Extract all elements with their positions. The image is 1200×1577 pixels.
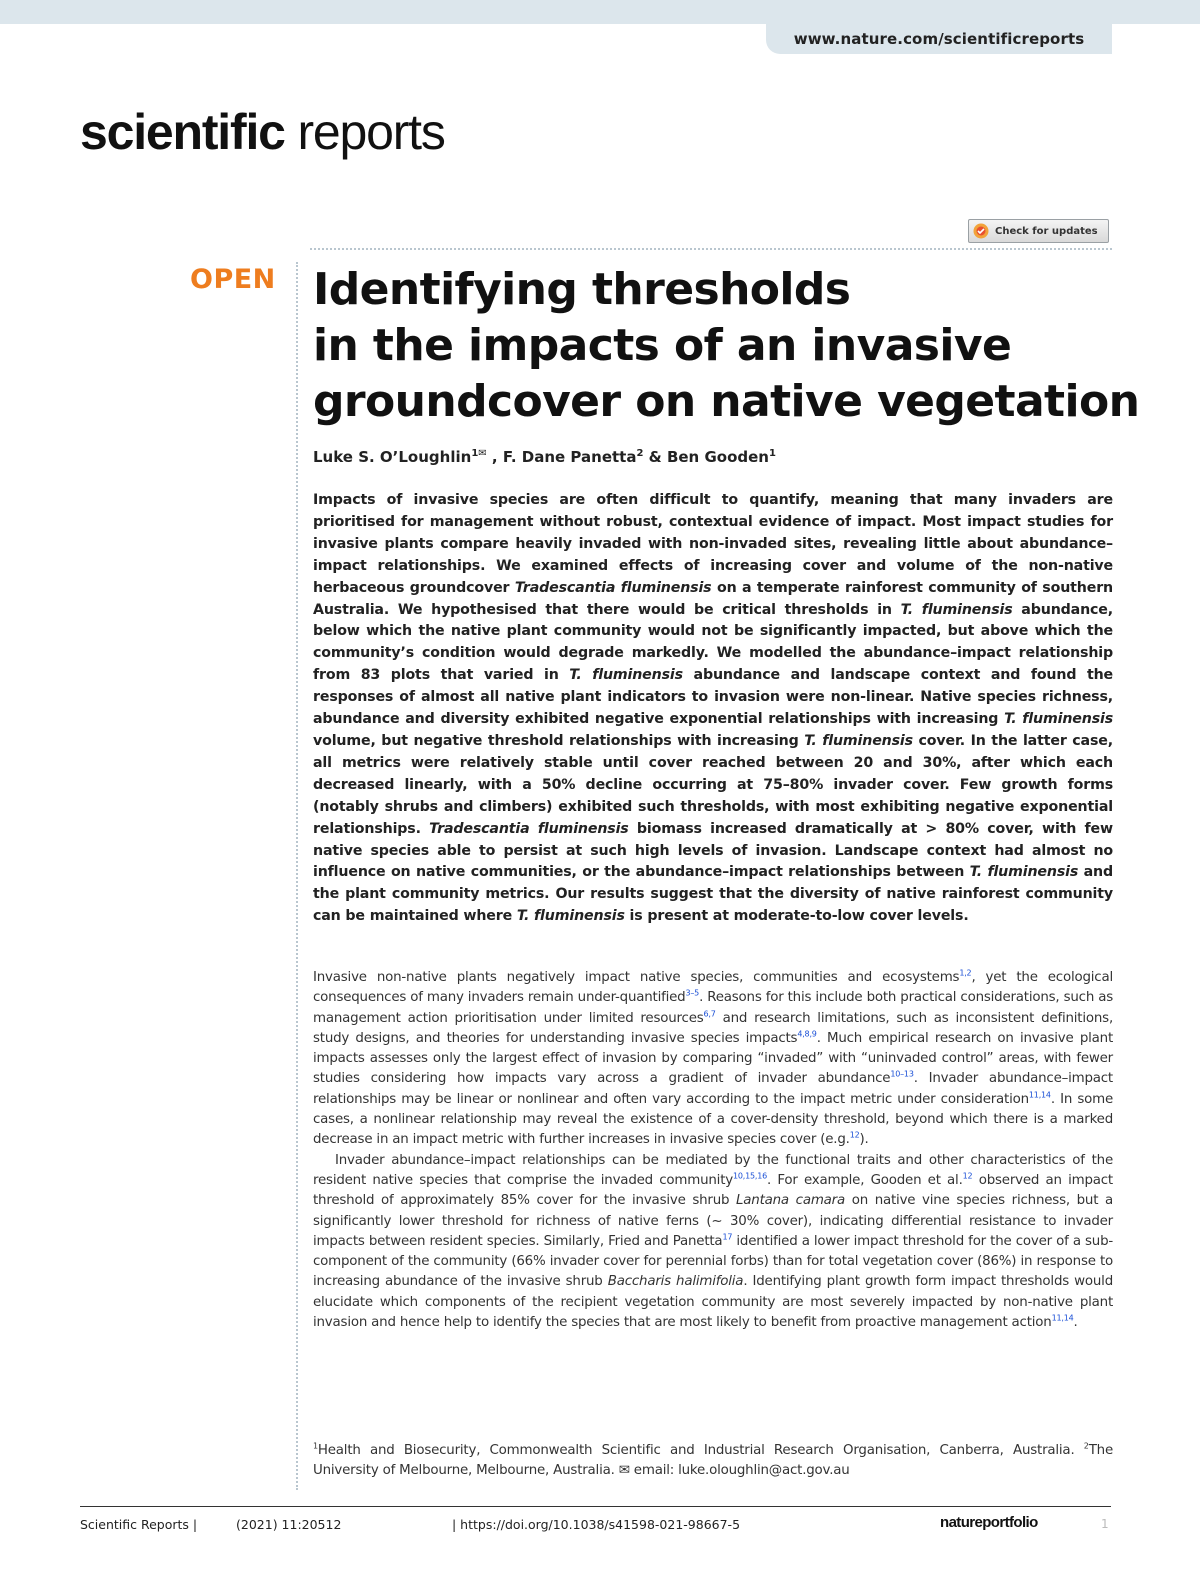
journal-logo-light: reports <box>297 104 445 160</box>
journal-logo <box>80 104 445 160</box>
journal-logo-bold: scientific <box>80 104 285 160</box>
affiliations <box>313 1441 1113 1481</box>
abstract-text: abundance, below which the native plant community would not be significantly impacted, but above which the community’s condition would degrade markedly. We modelled the abundance–impact relationship from 83 plots that varied in <box>313 601 1113 684</box>
reference-link[interactable]: 11,14 <box>1051 1313 1074 1323</box>
top-bar <box>0 0 1200 24</box>
body-text: Invasive non-native plants negatively impact native species, communities and ecosystems <box>313 970 960 985</box>
open-access-label: OPEN <box>190 264 276 295</box>
abstract-text: cover. In the latter case, all metrics were relatively stable until cover reached between 20 and 30%, after which each decreased linearly, with a 50% decline occurring at 75–80% invader cover. Few growth forms (notably shrubs and climbers) exhibited such thresholds, with most exhibiting negative exponential relationships. <box>313 732 1113 837</box>
body-text: Invader abundance–impact relationships can be mediated by the functional traits and other characteristics of the resident native species that comprise the invaded community <box>313 1152 1113 1188</box>
body-text: . Identifying plant growth form impact thresholds would elucidate which components of the recipient vegetation community are most severely impacted by non-native plant invasion and hence help to identify the species that are most likely to benefit from proactive management action <box>313 1274 1113 1331</box>
main-text <box>313 968 1113 1333</box>
author-list <box>313 448 776 466</box>
body-text: , yet the ecological consequences of many invaders remain under-quantified <box>313 970 1113 1006</box>
abstract-text: on a temperate rainforest community of southern Australia. We hypothesised that there would be critical thresholds in <box>313 579 1113 618</box>
species-name: T. fluminensis <box>569 667 683 684</box>
footer-divider <box>80 1506 1111 1507</box>
reference-link[interactable]: 12 <box>962 1171 973 1181</box>
crossmark-icon <box>973 223 989 239</box>
author-1[interactable]: Luke S. O’Loughlin <box>313 448 472 466</box>
abstract-text: abundance and landscape context and found the responses of almost all native plant indicators to invasion were non-linear. Native species richness, abundance and diversity exhibited negative exponential relationships with increasing <box>313 667 1113 728</box>
title-line-3: groundcover on native vegetation <box>313 376 1140 427</box>
footer-doi-link[interactable]: | https://doi.org/10.1038/s41598-021-98667-5 <box>452 1517 741 1532</box>
body-text: . Invader abundance–impact relationships may be linear or nonlinear and often vary according to the impact metric under consideration <box>313 1071 1113 1107</box>
abstract <box>313 490 1113 928</box>
species-name: T. fluminensis <box>969 864 1079 881</box>
reference-link[interactable]: 6,7 <box>703 1009 716 1019</box>
footer-citation: (2021) 11:20512 <box>236 1517 342 1532</box>
reference-link[interactable]: 3–5 <box>685 988 700 998</box>
body-text: . For example, Gooden et al. <box>767 1172 963 1188</box>
body-text: . In some cases, a nonlinear relationship may reveal the existence of a cover-density threshold, beyond which there is a marked decrease in an impact metric with further increases in invasive species cover (e.g. <box>313 1091 1114 1148</box>
reference-link[interactable]: 10,15,16 <box>732 1171 767 1181</box>
abstract-text: Impacts of invasive species are often difficult to quantify, meaning that many invaders are prioritised for management without robust, contextual evidence of impact. Most impact studies for invasive plants compare heavily invaded with non-invaded sites, revealing little about abundance–impact relationships. We examined effects of increasing cover and volume of the non-native herbaceous groundcover <box>313 492 1113 596</box>
author-2[interactable]: F. Dane Panetta <box>502 448 637 466</box>
divider-dotted-horizontal <box>310 248 1112 250</box>
abstract-text: volume, but negative threshold relationships with increasing <box>313 732 805 749</box>
reference-link[interactable]: 4,8,9 <box>797 1029 817 1039</box>
species-name: T. fluminensis <box>516 908 625 925</box>
journal-url[interactable]: www.nature.com/scientificreports <box>766 24 1112 54</box>
article-title <box>313 262 1140 430</box>
author-3[interactable]: Ben Gooden <box>666 448 769 466</box>
abstract-text: and the plant community metrics. Our results suggest that the diversity of native rainforest community can be maintained where <box>313 864 1114 925</box>
species-name: T. fluminensis <box>1004 711 1113 728</box>
abstract-text: is present at moderate-to-low cover levels. <box>624 908 969 925</box>
check-for-updates-label: Check for updates <box>995 225 1098 237</box>
author-separator: , <box>486 448 503 466</box>
reference-link[interactable]: 12 <box>849 1130 860 1140</box>
nature-portfolio-logo: natureportfolio <box>940 1514 1038 1531</box>
affiliation-text: The University of Melbourne, Melbourne, Australia. <box>313 1443 1113 1478</box>
species-name: Baccharis halimifolia <box>607 1274 744 1290</box>
author-separator: & <box>643 448 667 466</box>
affiliation-marker: 1 <box>313 1441 318 1451</box>
body-text: . Much empirical research on invasive plant impacts assesses only the largest effect of invasion by comparing “invaded” with “uninvaded control” areas, with fewer studies considering how impacts vary across a gradient of invader abundance <box>313 1030 1113 1087</box>
paragraph-2 <box>313 1151 1113 1334</box>
author-1-affiliation: 1✉ <box>471 448 487 459</box>
body-text: on native vine species richness, but a significantly lower threshold for richness of native ferns (~ 30% cover), indicating differential resistance to invader impacts between resident species. Similarly, Fried and Panetta <box>313 1193 1113 1249</box>
corresponding-email[interactable]: email: luke.oloughlin@act.gov.au <box>629 1463 850 1478</box>
species-name: T. fluminensis <box>804 732 913 749</box>
check-for-updates-button[interactable] <box>968 219 1109 243</box>
species-name: Tradescantia fluminensis <box>514 579 712 596</box>
reference-link[interactable]: 11,14 <box>1028 1090 1051 1100</box>
body-text: . Reasons for this include both practical considerations, such as management action prioritisation under limited resources <box>313 990 1113 1026</box>
title-line-1: Identifying thresholds <box>313 264 851 315</box>
body-text: observed an impact threshold of approximately 85% cover for the invasive shrub <box>313 1172 1113 1209</box>
body-text: ). <box>859 1132 869 1148</box>
abstract-text: biomass increased dramatically at > 80% cover, with few native species able to persist at such high levels of invasion. Landscape context had almost no influence on native communities, or the abundance–impact relationships between <box>313 820 1113 881</box>
author-3-affiliation: 1 <box>768 448 776 459</box>
species-name: Lantana camara <box>736 1193 845 1209</box>
footer-journal: Scientific Reports | <box>80 1517 198 1532</box>
email-icon: ✉ <box>618 1463 630 1478</box>
divider-dotted-vertical <box>296 262 298 1490</box>
paragraph-1 <box>313 968 1113 1151</box>
page-number: 1 <box>1101 1517 1109 1531</box>
title-line-2: in the impacts of an invasive <box>313 320 1012 371</box>
reference-link[interactable]: 1,2 <box>959 968 972 978</box>
body-text: identified a lower impact threshold for the cover of a sub-component of the community (66% invader cover for perennial forbs) than for total vegetation cover (86%) in response to increasing abundance of the invasive shrub <box>313 1233 1114 1290</box>
body-text: . <box>1073 1315 1078 1331</box>
affiliation-text: Health and Biosecurity, Commonwealth Scientific and Industrial Research Organisation, Canberra, Australia. <box>317 1443 1084 1458</box>
reference-link[interactable]: 10–13 <box>890 1070 914 1080</box>
species-name: Tradescantia fluminensis <box>429 820 629 837</box>
reference-link[interactable]: 17 <box>722 1232 733 1242</box>
body-text: and research limitations, such as inconsistent definitions, study designs, and theories for understanding invasive species impacts <box>313 1010 1113 1046</box>
author-2-affiliation: 2 <box>636 448 644 459</box>
affiliation-marker: 2 <box>1083 1441 1089 1451</box>
species-name: T. fluminensis <box>900 601 1013 618</box>
